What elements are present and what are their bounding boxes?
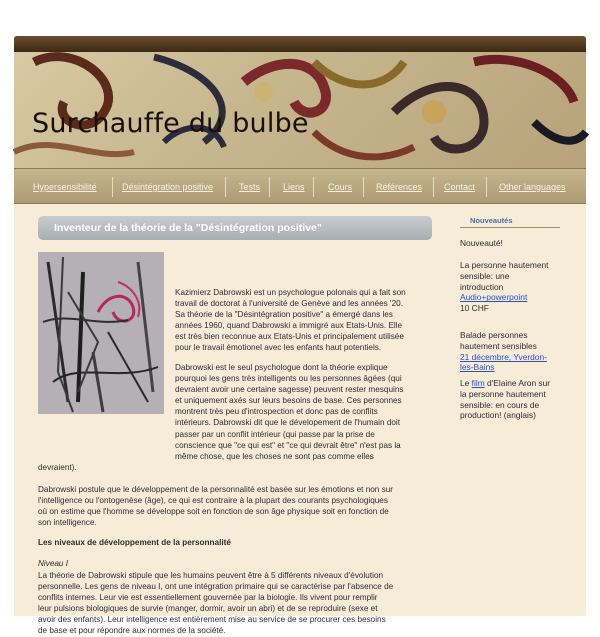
- nav-cours[interactable]: Cours: [328, 182, 353, 192]
- nav-references[interactable]: Références: [376, 182, 423, 192]
- sidebar-film-block: Le film d'Elaine Aron sur la personne hautement sensible: en cours de production! (anglais): [460, 378, 551, 421]
- nav-other-languages[interactable]: Other languages: [499, 182, 566, 192]
- post-title: Inventeur de la théorie de la "Désintégration positive": [38, 216, 432, 240]
- walk-date-link[interactable]: 21 décembre, Yverdon- les-Bains: [460, 351, 547, 373]
- nav-hypersensibilite[interactable]: Hypersensibilité: [33, 182, 97, 192]
- nav-separator: [269, 177, 270, 197]
- sidebar: [460, 216, 560, 421]
- nav-separator: [486, 177, 487, 197]
- sidebar-course-block: La personne hautement sensible: une introduction Audio+powerpoint 10 CHF: [460, 260, 560, 314]
- header-banner: [14, 52, 586, 168]
- top-bar: [14, 36, 586, 52]
- nav-separator: [363, 177, 364, 197]
- nav-separator: [225, 177, 226, 197]
- level-paragraph: La théorie de Dabrowski stipule que les humains peuvent être à 5 différents niveaux d'évolution personnelle. Les gens de niveau I, ont une intégration primaire qui se caractérise par l'absence de conflits internes. Leur vie est essentiellement gouvernée par la biologie. Ils vivent pour remplir leur pulsions biologiques de survie (manger, dormir, avoir un abri) et de se reproduire (sexe et avoir des enfants). Leur intelligence est entièrement mise au service de se procurer ces besoins de base et pour répondre aux normes de la société.: [38, 571, 394, 636]
- site-title[interactable]: Surchauffe du bulbe: [32, 108, 309, 139]
- main-nav: [14, 168, 586, 204]
- level-title: Niveau I: [38, 559, 69, 568]
- page-frame: [14, 36, 586, 636]
- sidebar-walk-block: Balade personnes hautement sensibles 21 décembre, Yverdon- les-Bains: [460, 330, 560, 373]
- third-paragraph: Dabrowski postule que le développement de la personnalité est basée sur les émotions et non sur l'intelligence ou l'ontogenèse (âge), ce qui est contraire à la plupart des courants psychologiques où on estime que l'homme se développe soit en fonction de son âge physique soit en fonction de son intelligence.: [38, 485, 394, 528]
- nav-tests[interactable]: Tests: [239, 182, 261, 192]
- nav-liens[interactable]: Liens: [283, 182, 305, 192]
- sidebar-heading: Nouveautés: [460, 216, 560, 228]
- film-link[interactable]: film: [471, 378, 485, 388]
- second-paragraph: Dabrowski est le seul psychologue dont la théorie explique pourquoi les gens très intelligents ou les personnes âgées (qui devraient avoir une certaine sagesse) peuvent rester mesquins et uniquement axés sur leurs besoins de base. Ces personnes montrent très peu d'introspection et donc pas de conflits intérieurs. Dabrowski dit que le dévelopement de l'humain doit passer par un conflit intérieur (qui passe par la prise de conscience que "ce qui est" et "ce qui devrait être" n'est pas la même chose, que les choses ne sont pas comme elles: [175, 363, 404, 461]
- nav-separator: [433, 177, 434, 197]
- audio-powerpoint-link[interactable]: Audio+powerpoint: [460, 292, 528, 303]
- nav-separator: [313, 177, 314, 197]
- nav-desintegration-positive[interactable]: Désintégration positive: [122, 182, 214, 192]
- section-heading: Les niveaux de développement de la personnalité: [38, 538, 231, 547]
- second-paragraph-end: devraient).: [38, 463, 77, 472]
- nav-contact[interactable]: Contact: [444, 182, 476, 192]
- nav-separator: [112, 177, 113, 197]
- new-label: Nouveauté!: [460, 238, 503, 248]
- course-price: 10 CHF: [460, 303, 489, 314]
- intro-paragraph: Kazimierz Dabrowski est un psychologue polonais qui a fait son travail de doctorat à l'université de Genève and les années '20. Sa théorie de la "Désintégration positive" a émergé dans les années 1960, quand Dabrowski a immigré aux Etats-Unis. Elle est très bien reconnue aux Etats-Unis et principalement utilisée pour le travail émotionel avec les enfants haut potentiels.: [175, 288, 406, 353]
- dabrowski-artwork: [38, 252, 164, 414]
